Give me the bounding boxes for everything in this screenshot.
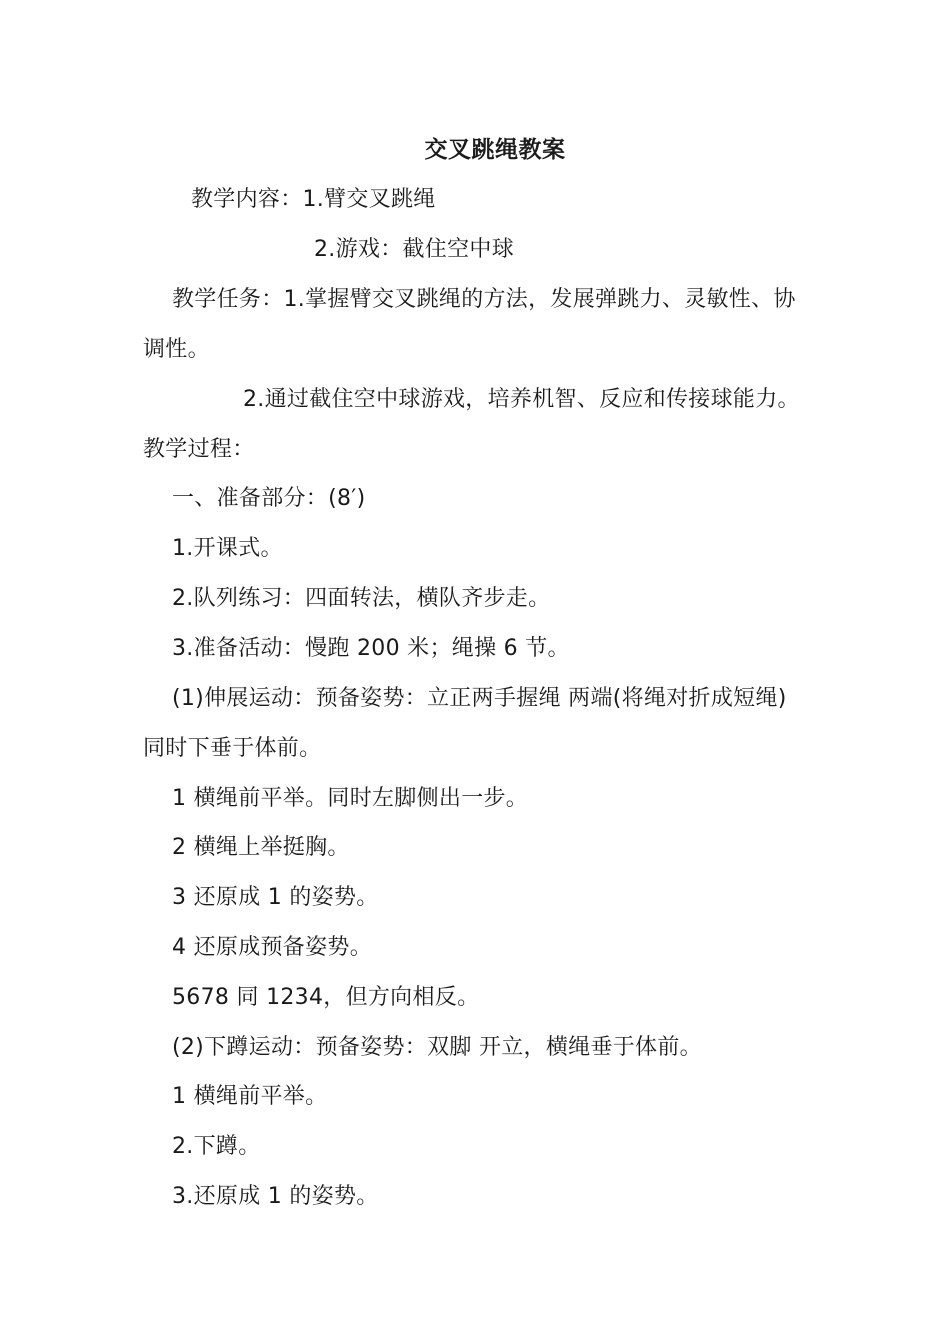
text-line: 3 还原成 1 的姿势。 <box>172 885 379 910</box>
text-line: 2.队列练习：四面转法，横队齐步走。 <box>172 586 551 611</box>
text-line: 一、准备部分：(8′) <box>172 486 366 511</box>
text-line: 同时下垂于体前。 <box>143 736 322 761</box>
text-line: (1)伸展运动：预备姿势：立正两手握绳 两端(将绳对折成短绳) <box>172 686 787 711</box>
text-line: 2.游戏：截住空中球 <box>314 237 514 262</box>
text-line: (2)下蹲运动：预备姿势：双脚 开立，横绳垂于体前。 <box>172 1035 702 1060</box>
text-line: 1 横绳前平举。同时左脚侧出一步。 <box>172 786 529 811</box>
text-line: 2.下蹲。 <box>172 1134 261 1159</box>
text-line: 教学内容：1.臂交叉跳绳 <box>191 187 436 212</box>
text-line: 2 横绳上举挺胸。 <box>172 835 350 860</box>
text-line: 3.准备活动：慢跑 200 米；绳操 6 节。 <box>172 636 570 661</box>
text-line: 2.通过截住空中球游戏，培养机智、反应和传接球能力。 <box>243 387 800 412</box>
text-line: 5678 同 1234，但方向相反。 <box>172 985 480 1010</box>
text-line: 调性。 <box>143 337 210 362</box>
text-line: 教学过程： <box>143 437 255 462</box>
text-line: 3.还原成 1 的姿势。 <box>172 1184 379 1209</box>
text-line: 4 还原成预备姿势。 <box>172 935 372 960</box>
text-line: 1 横绳前平举。 <box>172 1084 328 1109</box>
document-title: 交叉跳绳教案 <box>424 137 566 163</box>
text-line: 1.开课式。 <box>172 536 283 561</box>
text-line: 教学任务：1.掌握臂交叉跳绳的方法，发展弹跳力、灵敏性、协 <box>172 287 796 312</box>
